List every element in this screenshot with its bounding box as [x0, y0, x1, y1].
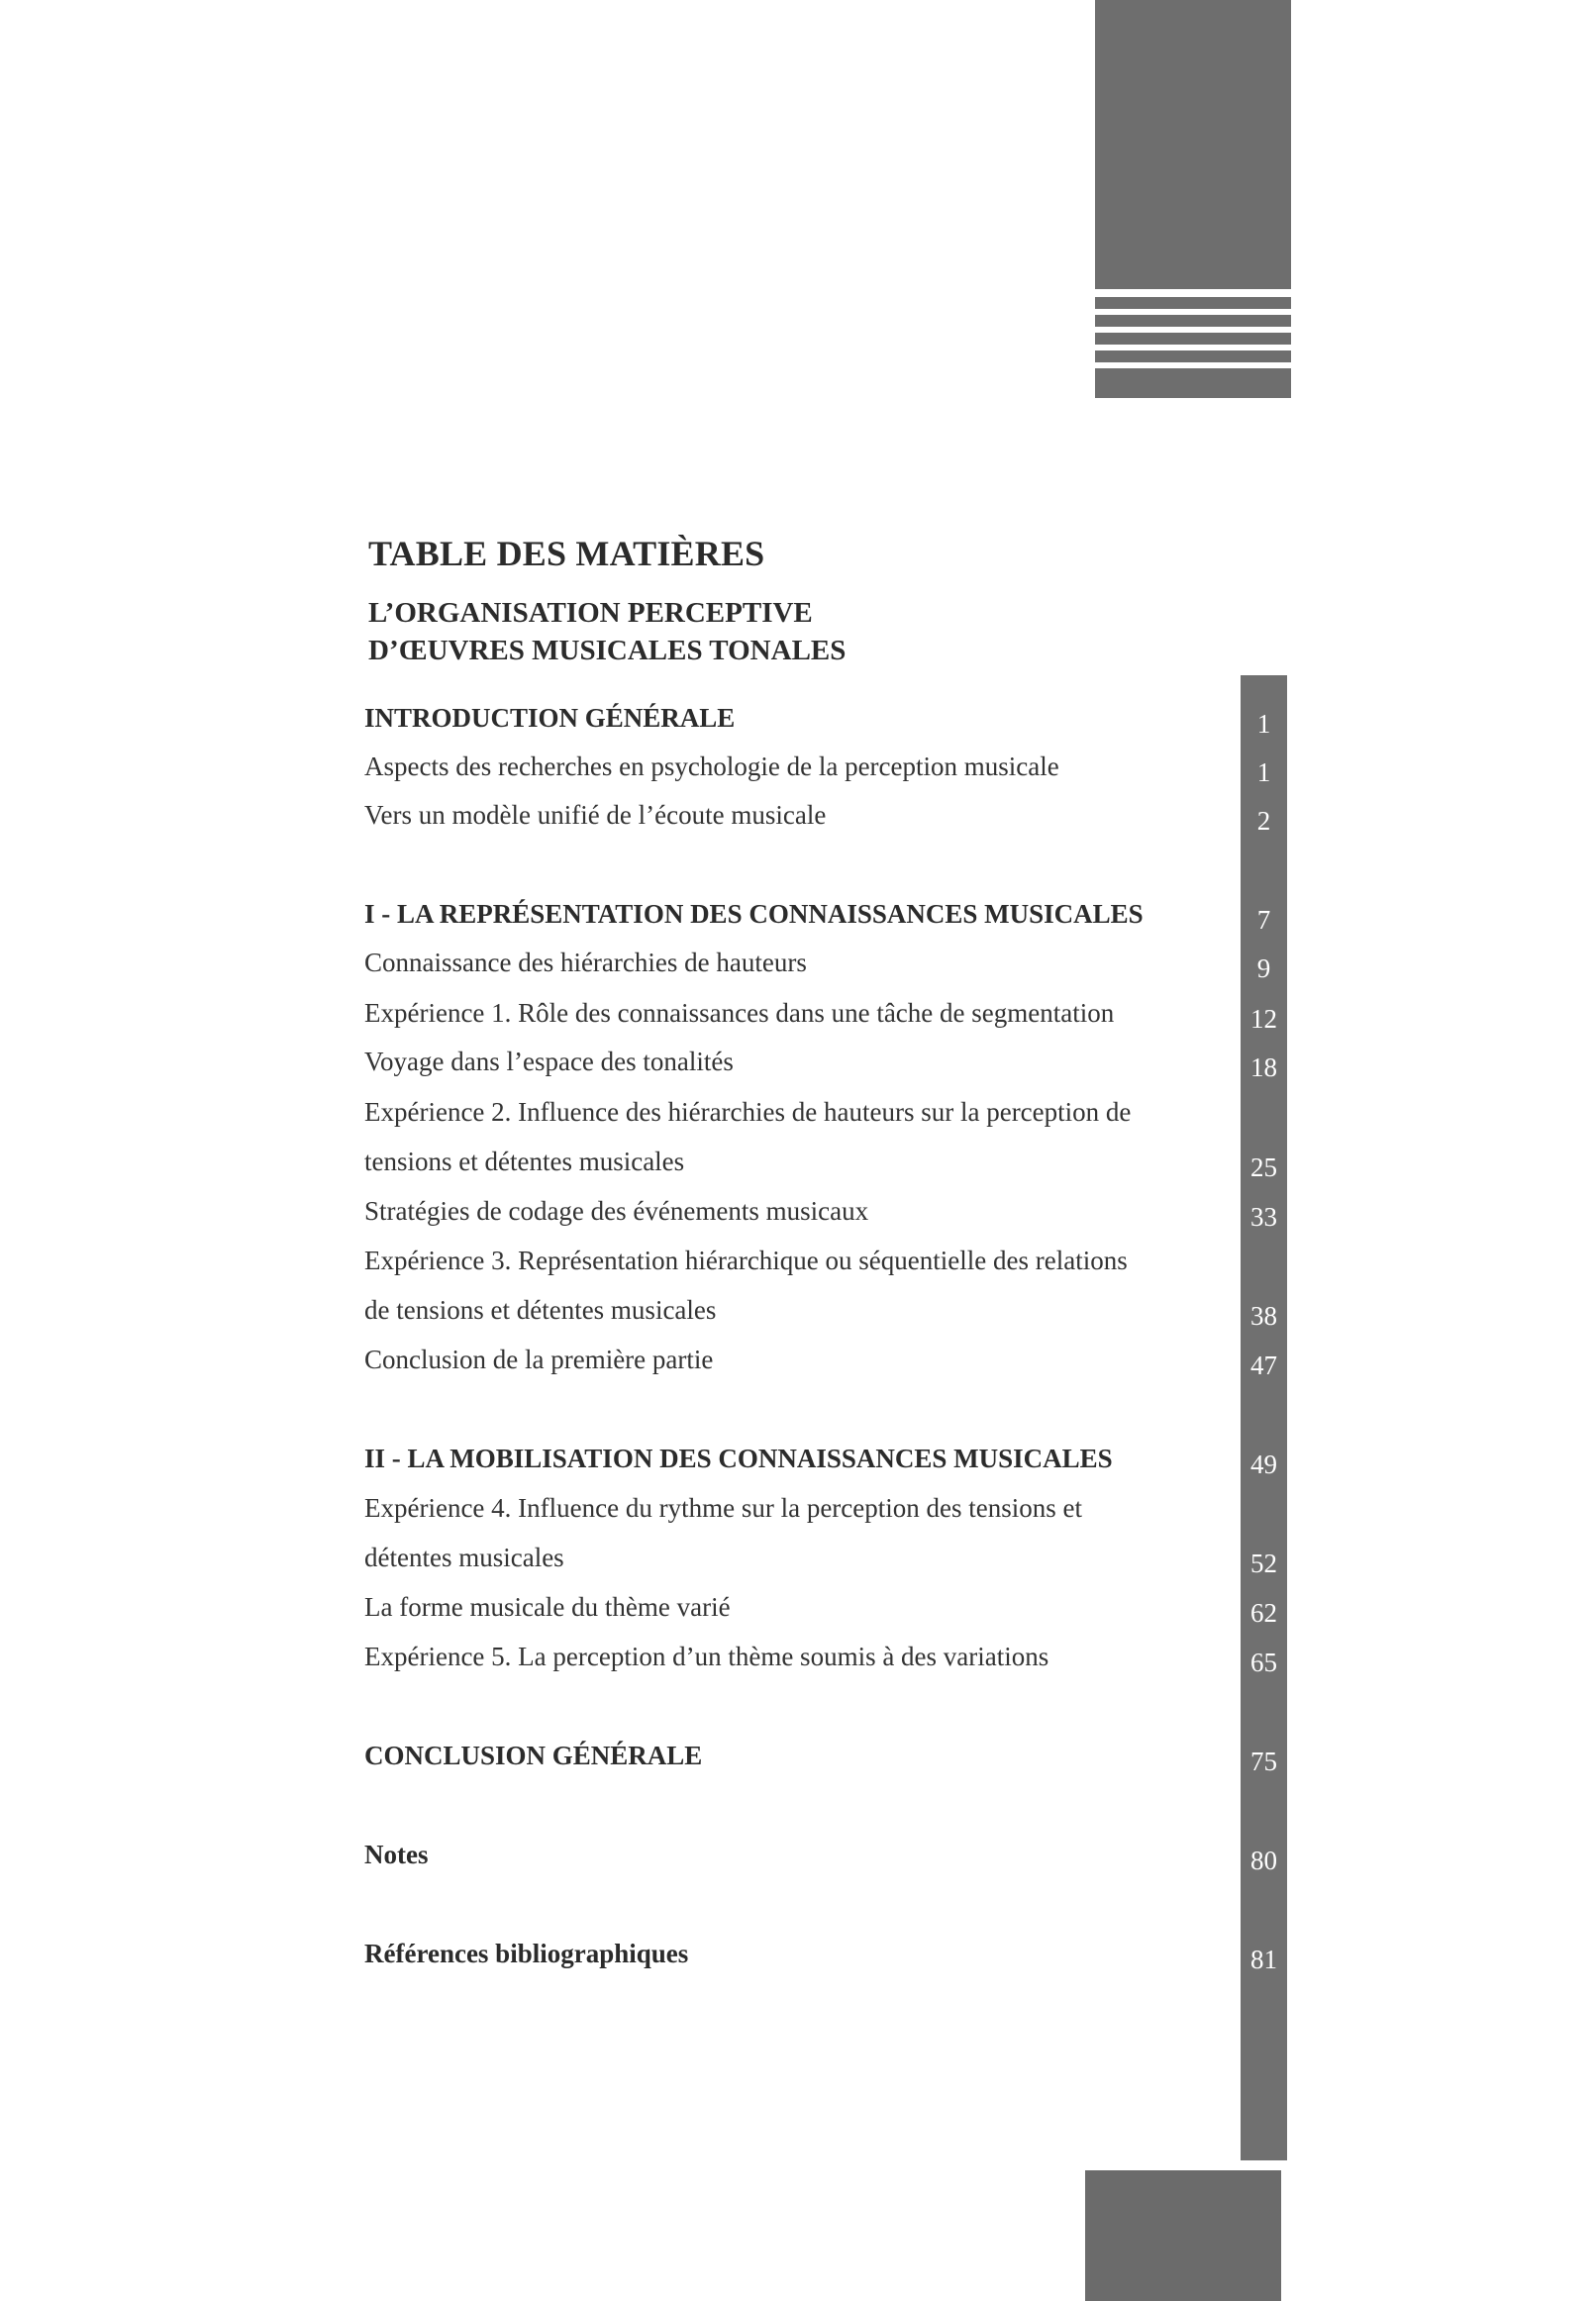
decorative-bottom-block: [1085, 2170, 1281, 2301]
decorative-stripe: [1095, 350, 1291, 362]
toc-section-heading: Notes: [364, 1840, 429, 1869]
toc-page-number: 81: [1250, 1945, 1277, 1974]
toc-entry: Expérience 5. La perception d’un thème soumis à des variations: [364, 1642, 1049, 1671]
toc-section-heading: I - LA REPRÉSENTATION DES CONNAISSANCES MUSICALES: [364, 899, 1144, 929]
toc-section-heading: INTRODUCTION GÉNÉRALE: [364, 703, 736, 733]
toc-page-number: 52: [1250, 1549, 1277, 1578]
toc-entry: La forme musicale du thème varié: [364, 1592, 731, 1622]
toc-page-number: 33: [1250, 1202, 1277, 1232]
toc-entry: tensions et détentes musicales: [364, 1147, 685, 1176]
toc-page-number: 38: [1250, 1301, 1277, 1331]
toc-entry: Expérience 1. Rôle des connaissances dans une tâche de segmentation: [364, 998, 1115, 1028]
toc-page-number: 75: [1250, 1747, 1277, 1776]
toc-entry: détentes musicales: [364, 1543, 564, 1572]
toc-page-number: 65: [1250, 1648, 1277, 1677]
decorative-stripe: [1095, 297, 1291, 309]
decorative-stripe: [1095, 333, 1291, 345]
toc-page-number: 25: [1250, 1152, 1277, 1182]
page-title: TABLE DES MATIÈRES: [368, 534, 765, 573]
toc-page-number: 62: [1250, 1598, 1277, 1628]
decorative-stripe: [1095, 368, 1291, 398]
toc-page-number: 9: [1256, 953, 1271, 983]
toc-entry: de tensions et détentes musicales: [364, 1295, 717, 1325]
toc-page-number: 12: [1250, 1004, 1277, 1034]
toc-entry: Vers un modèle unifié de l’écoute musicale: [364, 800, 827, 830]
toc-page-number: 49: [1250, 1450, 1277, 1479]
toc-page-number: 1: [1256, 757, 1271, 787]
toc-entry: Expérience 4. Influence du rythme sur la perception des tensions et: [364, 1493, 1082, 1523]
toc-entry: Expérience 3. Représentation hiérarchique ou séquentielle des relations: [364, 1246, 1128, 1275]
toc-entry: Expérience 2. Influence des hiérarchies de hauteurs sur la perception de: [364, 1097, 1132, 1127]
decorative-top-block: [1095, 0, 1291, 289]
toc-entry: Conclusion de la première partie: [364, 1345, 714, 1374]
document-subtitle-line-1: L’ORGANISATION PERCEPTIVE: [368, 597, 813, 629]
document-subtitle-line-2: D’ŒUVRES MUSICALES TONALES: [368, 635, 847, 666]
toc-page-number: 2: [1256, 806, 1271, 836]
toc-page-number: 18: [1250, 1052, 1277, 1082]
toc-entry: Stratégies de codage des événements musicaux: [364, 1196, 869, 1226]
toc-page-number: 7: [1256, 905, 1271, 935]
toc-entry: Connaissance des hiérarchies de hauteurs: [364, 948, 807, 977]
toc-page-number: 80: [1250, 1846, 1277, 1875]
page-number-band: [1241, 675, 1287, 2160]
toc-page-number: 47: [1250, 1351, 1277, 1380]
toc-entry: Aspects des recherches en psychologie de la perception musicale: [364, 751, 1059, 781]
toc-section-heading: II - LA MOBILISATION DES CONNAISSANCES MUSICALES: [364, 1444, 1113, 1473]
toc-section-heading: Références bibliographiques: [364, 1939, 689, 1968]
toc-section-heading: CONCLUSION GÉNÉRALE: [364, 1741, 703, 1770]
toc-entry: Voyage dans l’espace des tonalités: [364, 1047, 734, 1076]
decorative-stripe: [1095, 315, 1291, 327]
toc-page-number: 1: [1256, 709, 1271, 739]
